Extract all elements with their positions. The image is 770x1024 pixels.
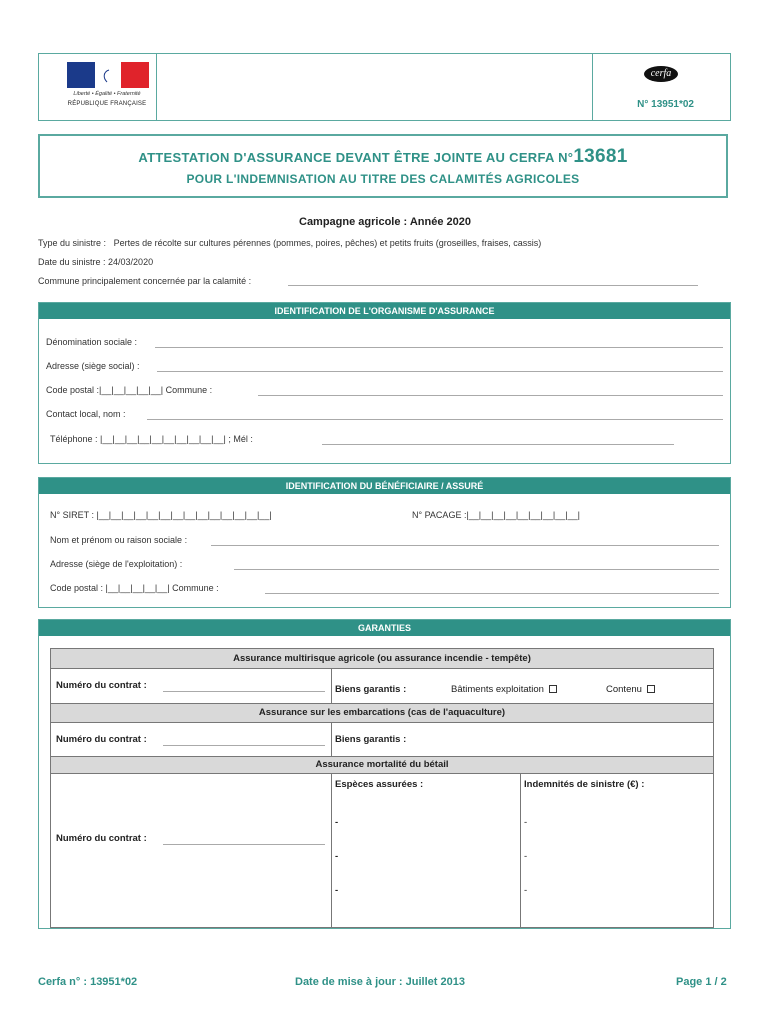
form-header [38, 53, 731, 121]
embarcations-contrat-label: Numéro du contrat : [56, 734, 147, 745]
especes-dash-1[interactable]: - [335, 817, 339, 828]
org-mel-field[interactable] [322, 444, 674, 445]
org-contact-field[interactable] [147, 419, 723, 420]
footer-page: Page 1 / 2 [676, 976, 727, 988]
org-contact-label: Contact local, nom : [46, 409, 126, 419]
embarcations-biens-label: Biens garantis : [335, 734, 407, 745]
benef-siret-label: N° SIRET : |__|__|__|__|__|__|__|__|__|__|__|__|__|__| [50, 510, 272, 520]
contenu-box-icon[interactable] [647, 685, 655, 693]
org-code-postal-label: Code postal :|__|__|__|__|__| Commune : [46, 385, 213, 395]
cerfa-number: N° 13951*02 [637, 99, 694, 110]
benef-adresse-label: Adresse (siège de l'exploitation) : [50, 559, 183, 569]
contenu-checkbox[interactable]: Contenu [606, 684, 655, 695]
campagne-title: Campagne agricole : Année 2020 [299, 216, 471, 228]
org-commune-field[interactable] [258, 395, 723, 396]
cerfa-cell [592, 54, 730, 120]
indemnites-dash-2[interactable]: - [524, 851, 528, 862]
benef-section [38, 477, 731, 608]
title-box [38, 134, 728, 198]
benef-adresse-field[interactable] [234, 569, 719, 570]
multirisque-contrat-label: Numéro du contrat : [56, 680, 147, 691]
org-heading: IDENTIFICATION DE L'ORGANISME D'ASSURANCE [39, 303, 730, 319]
title-line-1: ATTESTATION D'ASSURANCE DEVANT ÊTRE JOINTE AU CERFA N°13681 [138, 146, 628, 167]
betail-heading: Assurance mortalité du bétail [51, 756, 713, 774]
garanties-heading: GARANTIES [39, 620, 730, 636]
benef-nom-label: Nom et prénom ou raison sociale : [50, 535, 188, 545]
especes-dash-3[interactable]: - [335, 885, 339, 896]
especes-dash-2[interactable]: - [335, 851, 339, 862]
title-line-2: POUR L'INDEMNISATION AU TITRE DES CALAMITÉS AGRICOLES [186, 172, 580, 186]
type-sinistre: Type du sinistre : Pertes de récolte sur cultures pérennes (pommes, poires, pêches) et petits fruits (groseilles, fraises, cassis) [38, 238, 542, 248]
org-adresse-label: Adresse (siège social) : [46, 361, 140, 371]
commune-calamite-field[interactable] [288, 285, 698, 286]
footer-cerfa: Cerfa n° : 13951*02 [38, 976, 138, 988]
french-flag-icon [67, 62, 149, 88]
marianne-logo [39, 54, 157, 120]
commune-calamite: Commune principalement concernée par la calamité : [38, 276, 252, 286]
benef-pacage-label: N° PACAGE :|__|__|__|__|__|__|__|__|__| [412, 510, 580, 520]
especes-label: Espèces assurées : [335, 779, 424, 790]
org-denomination-label: Dénomination sociale : [46, 337, 138, 347]
embarcations-contrat-field[interactable] [163, 745, 325, 746]
betail-contrat-field[interactable] [163, 844, 325, 845]
org-adresse-field[interactable] [157, 371, 723, 372]
republic-name: RÉPUBLIQUE FRANÇAISE [67, 101, 147, 107]
org-telephone-label: Téléphone : |__|__|__|__|__|__|__|__|__|__| ; Mél : [50, 434, 253, 444]
benef-heading: IDENTIFICATION DU BÉNÉFICIAIRE / ASSURÉ [39, 478, 730, 494]
indemnites-label: Indemnités de sinistre (€) : [524, 779, 645, 790]
date-sinistre: Date du sinistre : 24/03/2020 [38, 257, 154, 267]
org-denomination-field[interactable] [155, 347, 723, 348]
org-section [38, 302, 731, 464]
multirisque-biens-label: Biens garantis : [335, 684, 407, 695]
benef-code-postal-label: Code postal : |__|__|__|__|__| Commune : [50, 583, 219, 593]
benef-nom-field[interactable] [211, 545, 719, 546]
footer-date: Date de mise à jour : Juillet 2013 [295, 976, 465, 988]
betail-contrat-label: Numéro du contrat : [56, 833, 147, 844]
cerfa-logo: cerfa [644, 66, 678, 82]
indemnites-dash-1[interactable]: - [524, 817, 528, 828]
batiments-checkbox[interactable]: Bâtiments exploitation [451, 684, 557, 695]
garanties-table [50, 648, 714, 928]
multirisque-heading: Assurance multirisque agricole (ou assurance incendie - tempête) [51, 649, 713, 669]
republic-motto: Liberté • Égalité • Fraternité [73, 91, 141, 97]
embarcations-heading: Assurance sur les embarcations (cas de l'aquaculture) [51, 703, 713, 723]
multirisque-contrat-field[interactable] [163, 691, 325, 692]
benef-commune-field[interactable] [265, 593, 719, 594]
batiments-box-icon[interactable] [549, 685, 557, 693]
indemnites-dash-3[interactable]: - [524, 885, 528, 896]
